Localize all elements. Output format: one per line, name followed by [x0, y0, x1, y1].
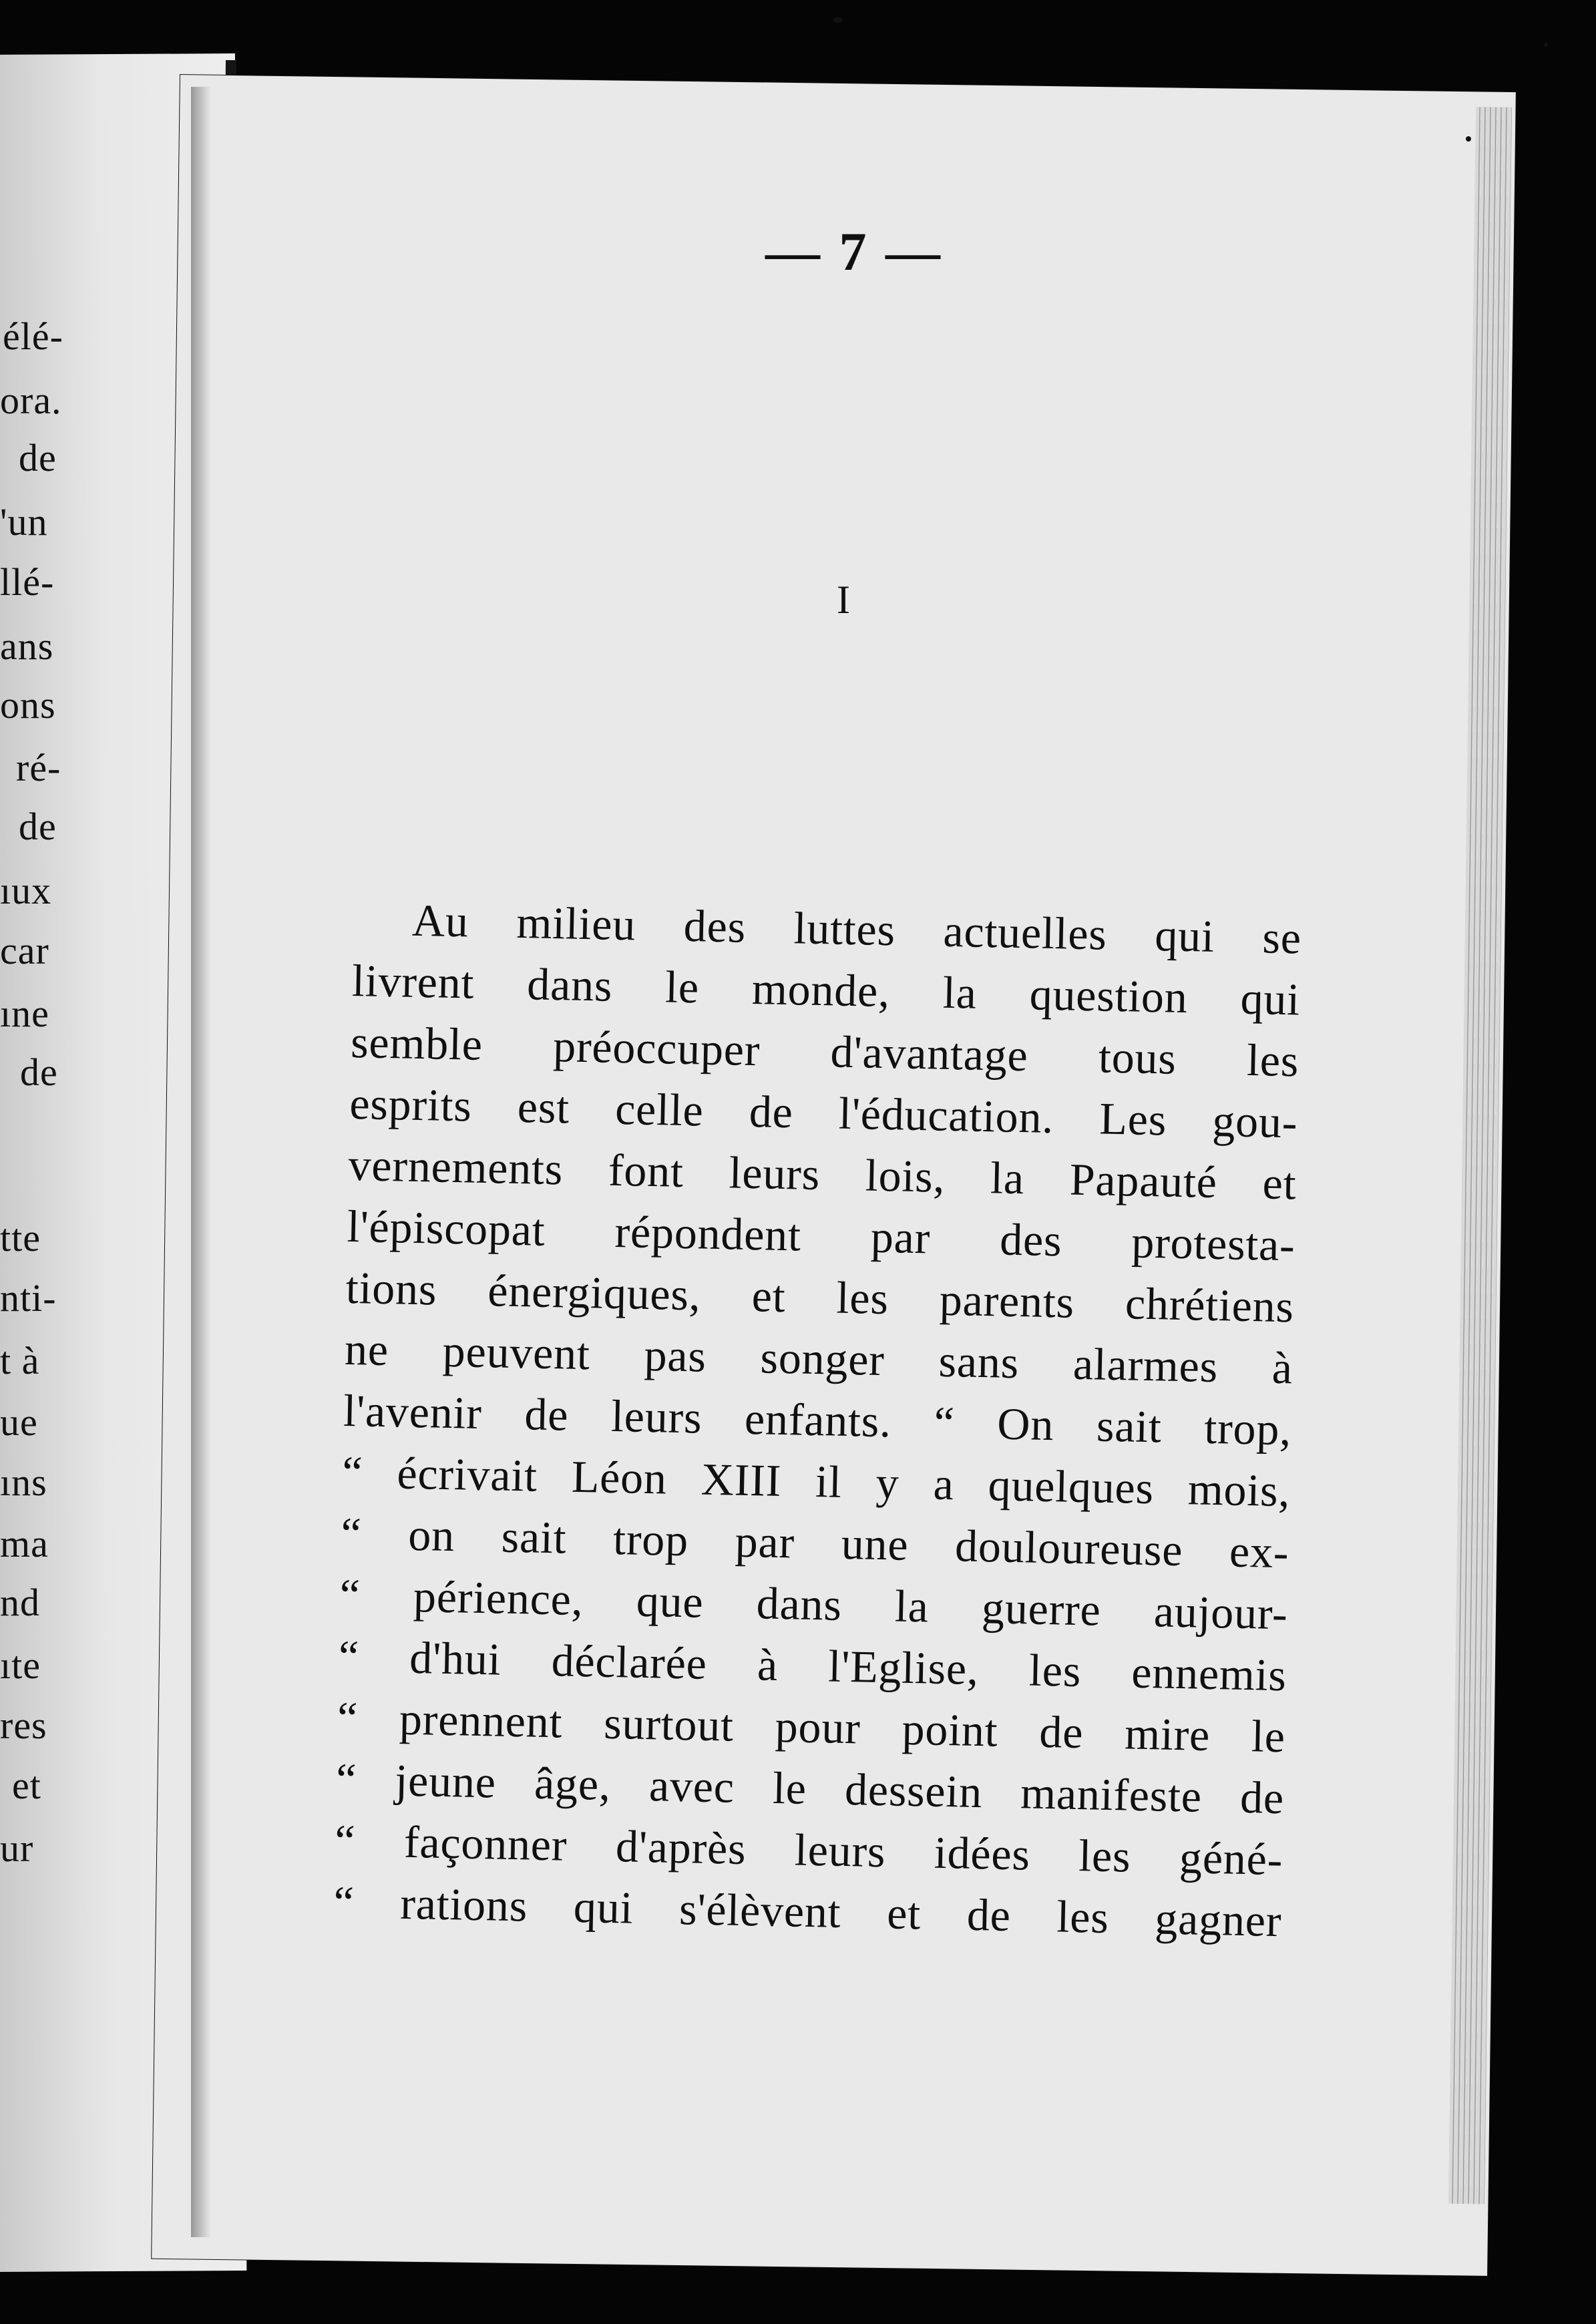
- scan-speckle: [1466, 136, 1471, 142]
- scan-speckle: [1544, 43, 1548, 47]
- section-mark: I: [837, 578, 850, 622]
- text-line: “ écrivait Léon XIII il y a quelques mois,: [341, 1446, 1291, 1517]
- scan-speckle: [833, 17, 843, 23]
- page-number: — 7 —: [765, 221, 943, 282]
- text-line: Au milieu des luttes actuelles qui se: [411, 894, 1302, 964]
- text-line: vernements font leurs lois, la Papauté et: [347, 1139, 1298, 1209]
- text-line: ne peuvent pas songer sans alarmes à: [344, 1323, 1293, 1394]
- text-line: “ prennent surtout pour point de mire le: [337, 1692, 1286, 1762]
- text-line: l'avenir de leurs enfants. “ On sait trop,: [343, 1384, 1292, 1455]
- text-line: “ d'hui déclarée à l'Eglise, les ennemis: [338, 1630, 1287, 1701]
- text-line: “ périence, que dans la guerre aujour-: [339, 1569, 1289, 1639]
- left-page-text-fragments: élé- ora. de 'un llé- ans ons ré- de ıux car ıne de tte nti- t à ue ıns ma nd ıte res et ur: [0, 315, 63, 1870]
- text-line: “ façonner d'après leurs idées les géné-: [334, 1814, 1283, 1885]
- text-line: “ jeune âge, avec le dessein manifeste de: [335, 1753, 1285, 1824]
- text-line: l'épiscopat répondent par des protesta-: [347, 1200, 1296, 1271]
- text-line: semble préoccuper d'avantage tous les: [350, 1016, 1300, 1087]
- main-text-block: [333, 888, 1302, 1951]
- text-line: “ rations qui s'élèvent et de les gagner: [333, 1876, 1283, 1947]
- text-line: “ on sait trop par une douloureuse ex-: [340, 1507, 1290, 1578]
- text-line: livrent dans le monde, la question qui: [351, 954, 1301, 1025]
- text-line: tions énergiques, et les parents chrétiens: [345, 1262, 1295, 1332]
- text-line: esprits est celle de l'éducation. Les gou-: [349, 1077, 1299, 1148]
